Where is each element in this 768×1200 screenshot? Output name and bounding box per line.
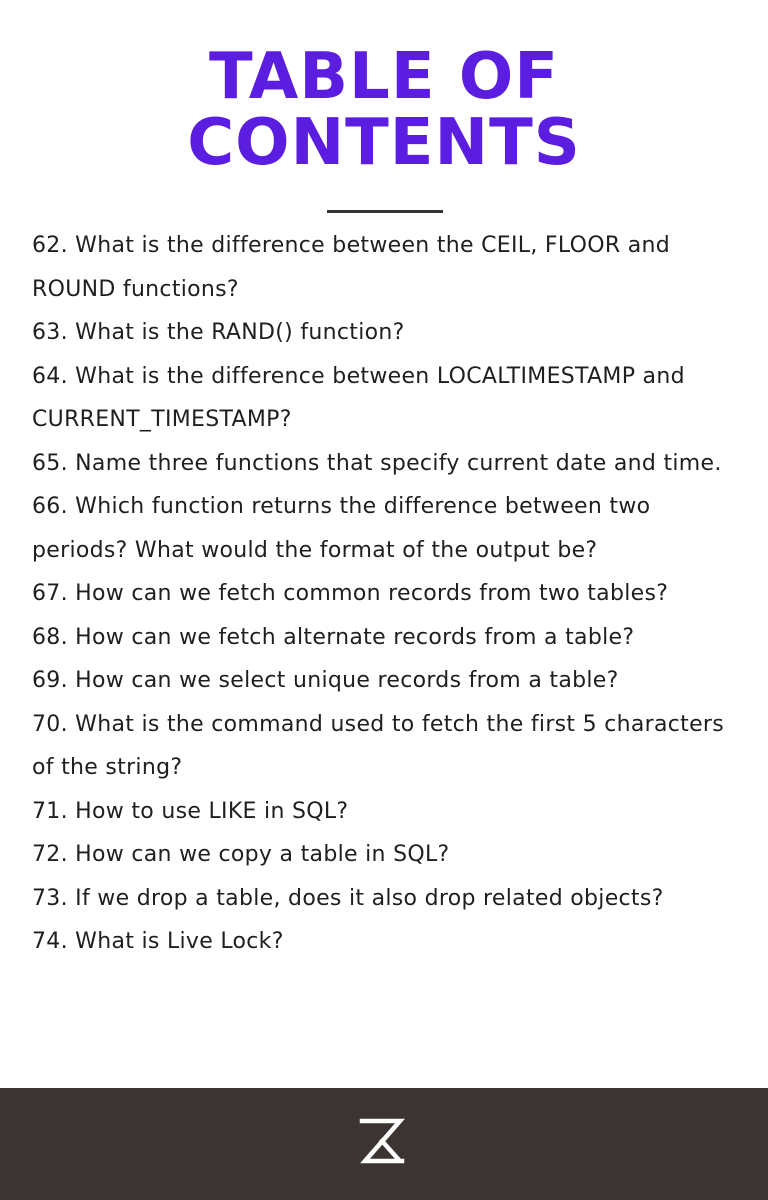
title-divider	[327, 210, 443, 213]
toc-item: 62. What is the difference between the CEIL, FLOOR and ROUND functions?	[32, 233, 671, 302]
title-line-1: TABLE OF	[209, 40, 559, 114]
toc-item: 74. What is Live Lock?	[32, 929, 284, 954]
page-title	[0, 40, 768, 180]
toc-item: 68. How can we fetch alternate records from a table?	[32, 624, 635, 650]
toc-item: 67. How can we fetch common records from two tables?	[32, 581, 669, 606]
title-line-2: CONTENTS	[187, 106, 581, 180]
toc-item: 70. What is the command used to fetch the first 5 characters of the string?	[32, 711, 725, 780]
toc-item: 73. If we drop a table, does it also drop related objects?	[32, 885, 664, 911]
toc-item: 69. How can we select unique records from a table?	[32, 668, 619, 693]
toc-list	[32, 224, 742, 964]
toc-item: 63. What is the RAND() function?	[32, 320, 405, 345]
toc-item: 72. How can we copy a table in SQL?	[32, 842, 450, 867]
zx-logo-icon	[358, 1117, 406, 1165]
toc-item: 71. How to use LIKE in SQL?	[32, 798, 349, 824]
toc-item: 64. What is the difference between LOCALTIMESTAMP and CURRENT_TIMESTAMP?	[32, 363, 685, 432]
toc-item: 65. Name three functions that specify current date and time.	[32, 450, 722, 476]
footer-bar	[0, 1088, 768, 1200]
toc-item: 66. Which function returns the difference between two periods? What would the format of the output be?	[32, 494, 651, 563]
